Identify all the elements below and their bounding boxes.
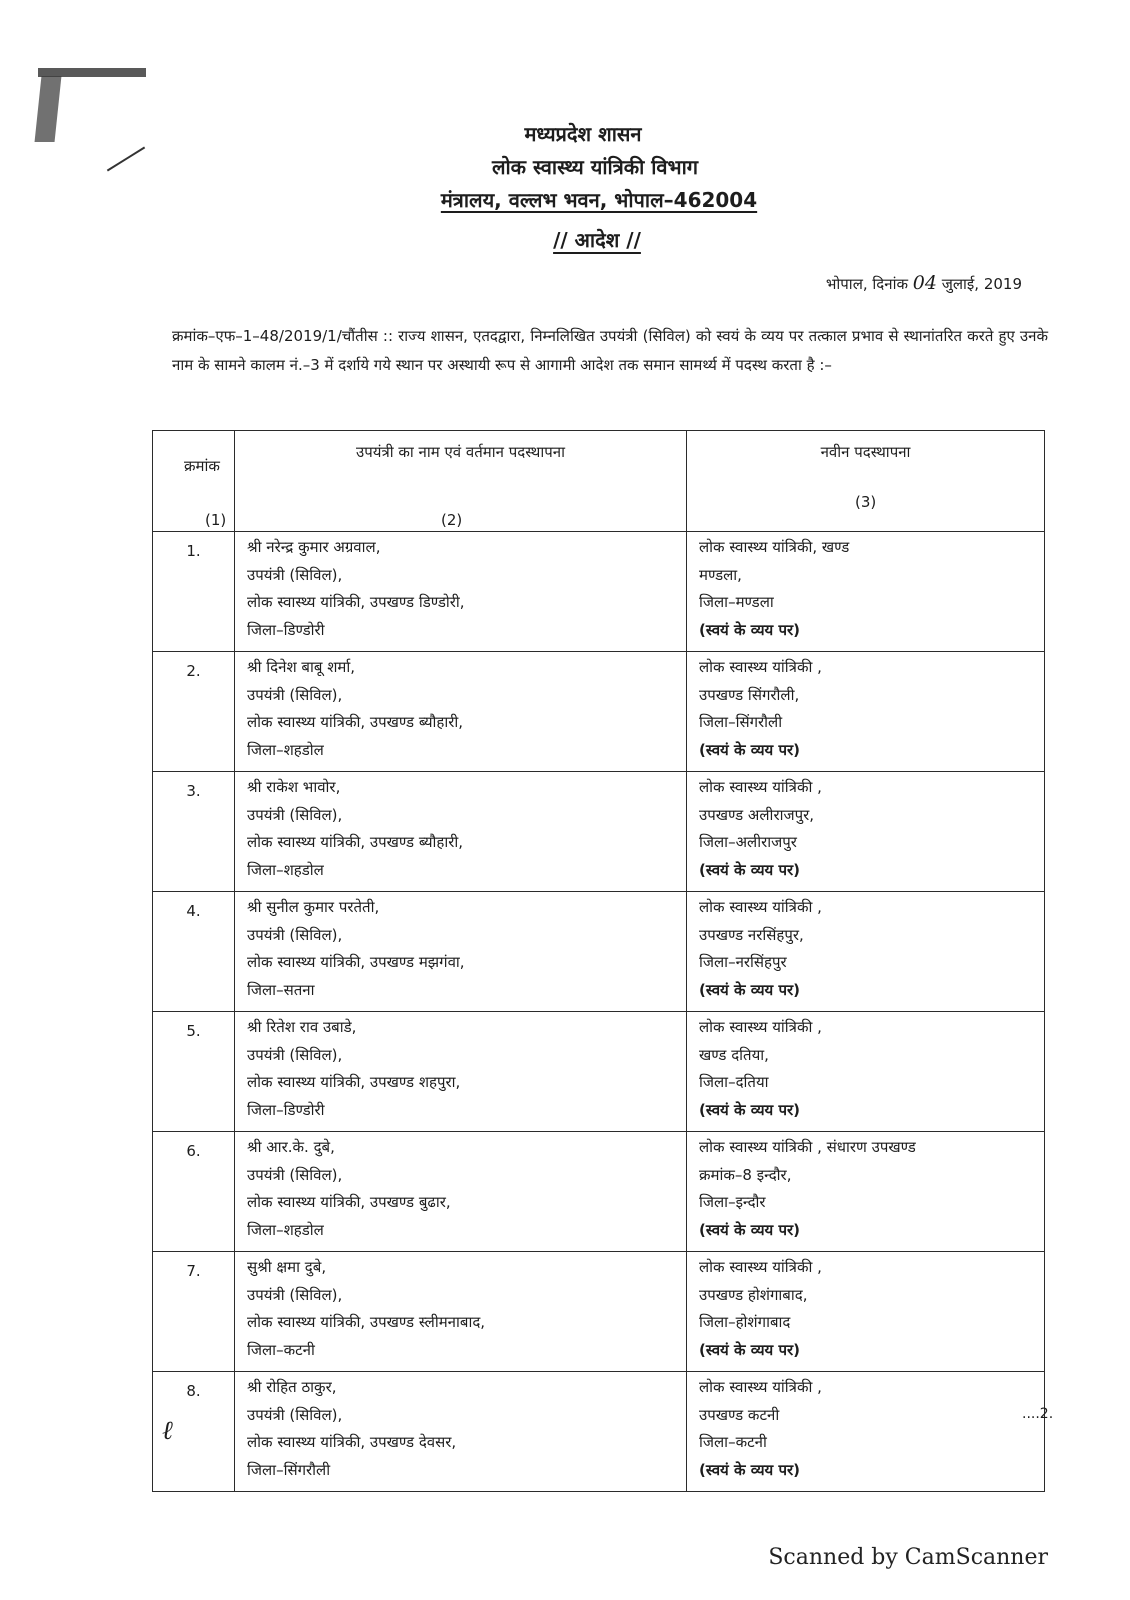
current-posting-line: जिला–शहडोल: [247, 1220, 324, 1239]
current-posting-line: श्री रितेश राव उबाडे,: [247, 1018, 357, 1036]
header-new-posting: नवीन पदस्थापना (3): [687, 431, 1045, 532]
current-posting-line: जिला–डिण्डोरी: [247, 1100, 325, 1119]
self-expense-note: (स्वयं के व्यय पर): [699, 740, 800, 759]
current-posting-line: उपयंत्री (सिविल),: [247, 925, 343, 944]
self-expense-note: (स्वयं के व्यय पर): [699, 980, 800, 999]
page-continuation: ....2.: [1022, 1406, 1054, 1422]
current-posting-line: उपयंत्री (सिविल),: [247, 1405, 343, 1424]
new-posting-cell: [687, 772, 1045, 892]
new-posting-cell: [687, 532, 1045, 652]
current-posting-line: लोक स्वास्थ्य यांत्रिकी, उपखण्ड ब्यौहारी,: [247, 713, 464, 731]
new-posting-line: उपखण्ड सिंगरौली,: [699, 685, 800, 704]
date-prefix: भोपाल, दिनांक: [825, 275, 908, 293]
new-posting-line: लोक स्वास्थ्य यांत्रिकी , संधारण उपखण्ड: [699, 1138, 916, 1156]
header-serial: क्रमांक (1): [153, 431, 235, 532]
new-posting-line: लोक स्वास्थ्य यांत्रिकी ,: [699, 1018, 822, 1036]
current-posting-line: उपयंत्री (सिविल),: [247, 805, 343, 824]
current-posting-line: श्री दिनेश बाबू शर्मा,: [247, 658, 356, 676]
order-intro-paragraph: क्रमांक–एफ–1–48/2019/1/चौंतीस :: राज्य शासन, एतदद्वारा, निम्नलिखित उपयंत्री (सिविल) को स्वयं के व्यय पर तत्काल प्रभाव से स्थानांतरित करते हुए उनके नाम के सामने कालम नं.–3 में दर्शाये गये स्थान पर अस्थायी रूप से आगामी आदेश तक समान सामर्थ्य में पदस्थ करता है :–: [172, 327, 1048, 374]
new-posting-line: खण्ड दतिया,: [699, 1045, 769, 1064]
order-title: // आदेश //: [553, 228, 641, 252]
current-posting-line: श्री नरेन्द्र कुमार अग्रवाल,: [247, 538, 381, 556]
serial-number: 2.: [153, 652, 235, 772]
current-posting-line: जिला–शहडोल: [247, 740, 324, 759]
new-posting-cell: [687, 892, 1045, 1012]
new-posting-line: जिला–अलीराजपुर: [699, 833, 797, 851]
department-title: लोक स्वास्थ्य यांत्रिकी विभाग: [491, 155, 699, 179]
table-row: [153, 1132, 1045, 1252]
new-posting-line: जिला–नरसिंहपुर: [699, 953, 787, 971]
current-posting-cell: [235, 1252, 687, 1372]
new-posting-cell: [687, 1252, 1045, 1372]
self-expense-note: (स्वयं के व्यय पर): [699, 860, 800, 879]
new-posting-cell: [687, 1372, 1045, 1492]
current-posting-cell: [235, 892, 687, 1012]
current-posting-line: जिला–सिंगरौली: [247, 1460, 331, 1479]
current-posting-line: लोक स्वास्थ्य यांत्रिकी, उपखण्ड स्लीमनाबाद,: [247, 1313, 486, 1331]
current-posting-cell: [235, 1372, 687, 1492]
new-posting-line: जिला–सिंगरौली: [699, 713, 783, 731]
date-day-handwritten: 04: [912, 272, 937, 294]
new-posting-line: जिला–इन्दौर: [699, 1193, 766, 1211]
current-posting-line: उपयंत्री (सिविल),: [247, 1285, 343, 1304]
table-row: [153, 1372, 1045, 1492]
serial-number: 5.: [153, 1012, 235, 1132]
serial-number: 1.: [153, 532, 235, 652]
office-address: मंत्रालय, वल्लभ भवन, भोपाल–462004: [440, 188, 758, 212]
new-posting-line: लोक स्वास्थ्य यांत्रिकी ,: [699, 658, 822, 676]
new-posting-line: लोक स्वास्थ्य यांत्रिकी ,: [699, 1378, 822, 1396]
serial-number: 4.: [153, 892, 235, 1012]
header-current-posting: उपयंत्री का नाम एवं वर्तमान पदस्थापना (2): [235, 431, 687, 532]
government-title: मध्यप्रदेश शासन: [524, 122, 642, 146]
new-posting-line: जिला–कटनी: [699, 1433, 767, 1451]
current-posting-line: सुश्री क्षमा दुबे,: [247, 1258, 327, 1276]
current-posting-line: श्री राकेश भावोर,: [247, 778, 341, 796]
current-posting-line: उपयंत्री (सिविल),: [247, 565, 343, 584]
table-row: [153, 532, 1045, 652]
serial-number: 3.: [153, 772, 235, 892]
current-posting-line: जिला–सतना: [247, 980, 315, 999]
new-posting-line: क्रमांक–8 इन्दौर,: [699, 1165, 792, 1184]
new-posting-line: लोक स्वास्थ्य यांत्रिकी, खण्ड: [699, 538, 850, 556]
new-posting-line: मण्डला,: [699, 565, 742, 584]
serial-number: 7.: [153, 1252, 235, 1372]
date-month-year: जुलाई, 2019: [941, 275, 1022, 293]
self-expense-note: (स्वयं के व्यय पर): [699, 1460, 800, 1479]
new-posting-line: उपखण्ड कटनी: [699, 1405, 780, 1424]
new-posting-line: जिला–मण्डला: [699, 593, 774, 611]
new-posting-cell: [687, 1132, 1045, 1252]
table-row: [153, 772, 1045, 892]
serial-number: 6.: [153, 1132, 235, 1252]
current-posting-line: लोक स्वास्थ्य यांत्रिकी, उपखण्ड बुढार,: [247, 1193, 451, 1211]
new-posting-line: जिला–दतिया: [699, 1073, 769, 1091]
current-posting-line: जिला–कटनी: [247, 1340, 315, 1359]
current-posting-line: उपयंत्री (सिविल),: [247, 1045, 343, 1064]
new-posting-line: लोक स्वास्थ्य यांत्रिकी ,: [699, 898, 822, 916]
self-expense-note: (स्वयं के व्यय पर): [699, 1340, 800, 1359]
new-posting-line: जिला–होशंगाबाद: [699, 1313, 791, 1331]
current-posting-line: उपयंत्री (सिविल),: [247, 685, 343, 704]
order-date: [826, 272, 1022, 294]
current-posting-line: लोक स्वास्थ्य यांत्रिकी, उपखण्ड ब्यौहारी,: [247, 833, 464, 851]
self-expense-note: (स्वयं के व्यय पर): [699, 1100, 800, 1119]
table-header-row: [153, 431, 1045, 532]
current-posting-cell: [235, 772, 687, 892]
table-row: [153, 652, 1045, 772]
table-row: [153, 1012, 1045, 1132]
serial-number: 8.: [153, 1372, 235, 1492]
table-row: [153, 892, 1045, 1012]
current-posting-line: जिला–डिण्डोरी: [247, 620, 325, 639]
current-posting-line: उपयंत्री (सिविल),: [247, 1165, 343, 1184]
current-posting-cell: [235, 1132, 687, 1252]
current-posting-cell: [235, 652, 687, 772]
current-posting-cell: [235, 532, 687, 652]
self-expense-note: (स्वयं के व्यय पर): [699, 620, 800, 639]
current-posting-line: श्री सुनील कुमार परतेती,: [247, 898, 380, 916]
new-posting-cell: [687, 652, 1045, 772]
new-posting-line: उपखण्ड होशंगाबाद,: [699, 1285, 808, 1304]
current-posting-line: श्री रोहित ठाकुर,: [247, 1378, 337, 1396]
handwritten-initials: ℓ: [162, 1416, 173, 1446]
current-posting-line: श्री आर.के. दुबे,: [247, 1138, 335, 1156]
current-posting-line: जिला–शहडोल: [247, 860, 324, 879]
new-posting-line: लोक स्वास्थ्य यांत्रिकी ,: [699, 1258, 822, 1276]
table-row: [153, 1252, 1045, 1372]
current-posting-line: लोक स्वास्थ्य यांत्रिकी, उपखण्ड डिण्डोरी,: [247, 593, 465, 611]
new-posting-line: उपखण्ड अलीराजपुर,: [699, 805, 815, 824]
transfer-table: [152, 430, 1045, 1492]
current-posting-line: लोक स्वास्थ्य यांत्रिकी, उपखण्ड शहपुरा,: [247, 1073, 461, 1091]
new-posting-cell: [687, 1012, 1045, 1132]
current-posting-line: लोक स्वास्थ्य यांत्रिकी, उपखण्ड मझगंवा,: [247, 953, 465, 971]
scanner-watermark: Scanned by CamScanner: [768, 1545, 1048, 1570]
current-posting-cell: [235, 1012, 687, 1132]
current-posting-line: लोक स्वास्थ्य यांत्रिकी, उपखण्ड देवसर,: [247, 1433, 457, 1451]
self-expense-note: (स्वयं के व्यय पर): [699, 1220, 800, 1239]
new-posting-line: उपखण्ड नरसिंहपुर,: [699, 925, 804, 944]
new-posting-line: लोक स्वास्थ्य यांत्रिकी ,: [699, 778, 822, 796]
